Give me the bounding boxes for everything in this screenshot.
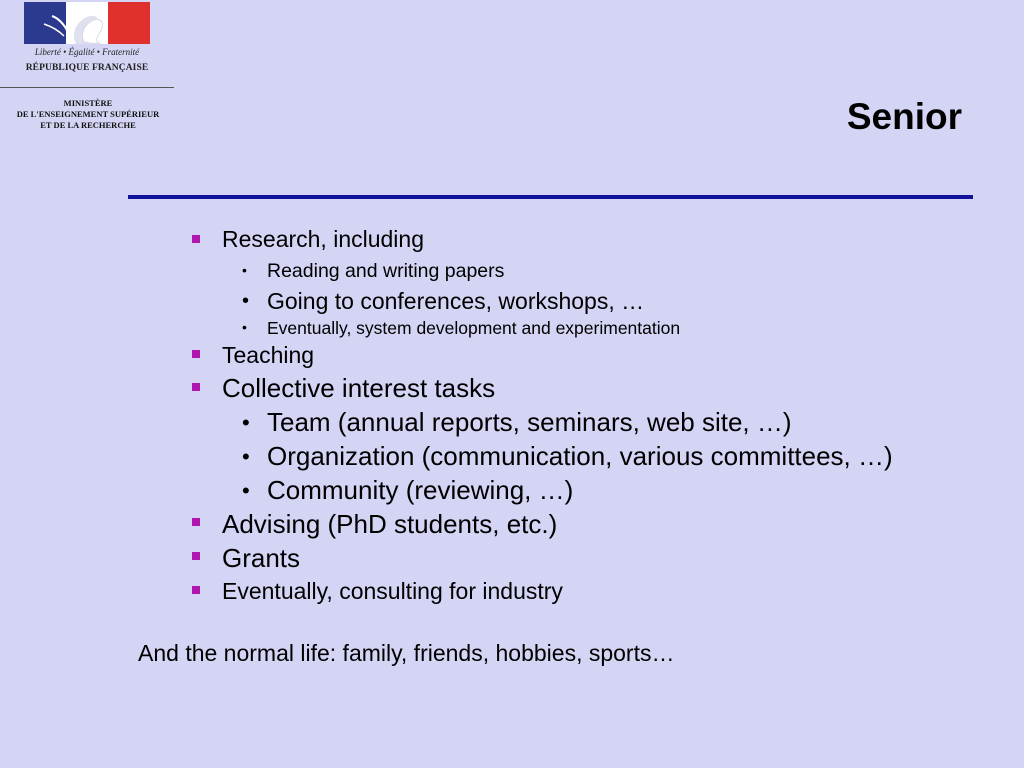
bullet-dot-icon: • bbox=[242, 478, 250, 503]
ministere-line-1: MINISTÈRE bbox=[63, 98, 113, 108]
logo-republique: RÉPUBLIQUE FRANÇAISE bbox=[25, 63, 149, 73]
bullet-dot-icon: • bbox=[242, 319, 247, 335]
ministere-line-3: ET DE LA RECHERCHE bbox=[40, 120, 136, 130]
republique-francaise-logo bbox=[0, 0, 180, 140]
sub-list-item: Eventually, system development and experimentation bbox=[267, 318, 681, 338]
bullet-square-icon bbox=[192, 383, 200, 391]
logo-motto: Liberté • Égalité • Fraternité bbox=[34, 47, 140, 57]
bullet-dot-icon: • bbox=[242, 410, 250, 435]
list-item: Grants bbox=[222, 543, 301, 573]
bullet-dot-icon: • bbox=[242, 444, 250, 469]
title-underline bbox=[128, 195, 973, 199]
bullet-square-icon bbox=[192, 518, 200, 526]
slide-title: Senior bbox=[846, 96, 962, 137]
list-item: Teaching bbox=[222, 342, 315, 368]
bullet-square-icon bbox=[192, 235, 200, 243]
bullet-dot-icon: • bbox=[242, 290, 250, 312]
list-item: Research, including bbox=[222, 226, 425, 252]
bullet-square-icon bbox=[192, 552, 200, 560]
sub-list-item: Going to conferences, workshops, … bbox=[267, 288, 645, 314]
logo-divider bbox=[0, 87, 174, 88]
marianne-flag-icon bbox=[24, 2, 150, 44]
list-item: Collective interest tasks bbox=[222, 373, 496, 403]
list-item: Advising (PhD students, etc.) bbox=[222, 509, 558, 539]
sub-list-item: Organization (communication, various committees, …) bbox=[267, 441, 893, 471]
ministere-line-2: DE L'ENSEIGNEMENT SUPÉRIEUR bbox=[16, 109, 160, 119]
sub-list-item: Reading and writing papers bbox=[267, 260, 505, 282]
list-item: Eventually, consulting for industry bbox=[222, 578, 563, 604]
bullet-dot-icon: • bbox=[242, 262, 247, 278]
bullet-square-icon bbox=[192, 350, 200, 358]
bullet-square-icon bbox=[192, 586, 200, 594]
ministere-label bbox=[0, 98, 176, 131]
sub-list-item: Team (annual reports, seminars, web site, …) bbox=[267, 407, 792, 437]
sub-list-item: Community (reviewing, …) bbox=[267, 475, 574, 505]
footer-text: And the normal life: family, friends, hobbies, sports… bbox=[138, 640, 675, 666]
